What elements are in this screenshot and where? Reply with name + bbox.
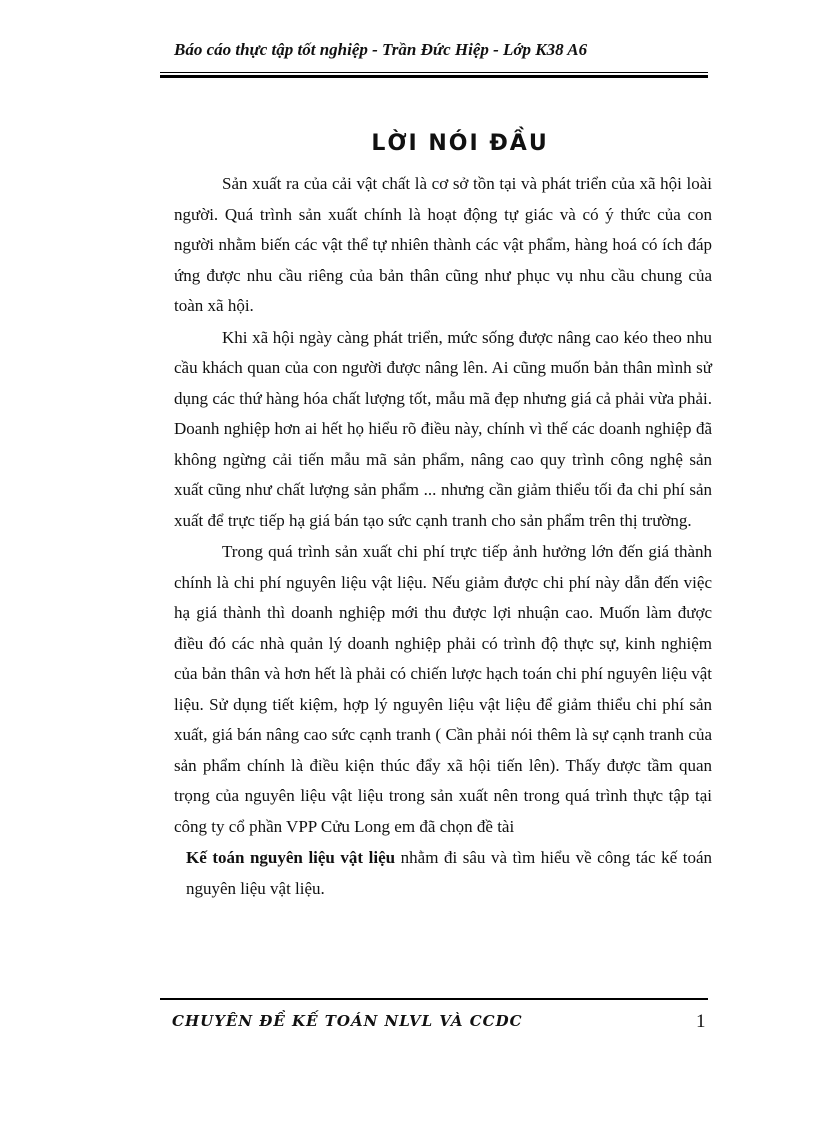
- paragraph-2: Khi xã hội ngày càng phát triển, mức sống được nâng cao kéo theo nhu cầu khách quan của con người được nâng lên. Ai cũng muốn bản thân mình sử dụng các thứ hàng hóa chất lượng tốt, mẫu mã đẹp nhưng giá cả phải vừa phải. Doanh nghiệp hơn ai hết họ hiểu rõ điều này, chính vì thế các doanh nghiệp đã không ngừng cải tiến mẫu mã sản phẩm, nâng cao quy trình công nghệ sản xuất cũng như chất lượng sản phẩm ... nhưng cần giảm thiểu tối đa chi phí sản xuất để trực tiếp hạ giá bán tạo sức cạnh tranh cho sản phẩm trên thị trường.: [174, 327, 712, 530]
- page-title: LỜI NÓI ĐẦU: [371, 131, 549, 156]
- paragraph-3: Trong quá trình sản xuất chi phí trực tiếp ảnh hưởng lớn đến giá thành chính là chi phí nguyên liệu vật liệu. Nếu giảm được chi phí này dẫn đến việc hạ giá thành thì doanh nghiệp mới thu được lợi nhuận cao. Muốn làm được điều đó các nhà quản lý doanh nghiệp phải có trình độ thực sự, kinh nghiệm của bản thân và hơn hết là phải có chiến lược hạch toán chi phí nguyên liệu vật liệu. Sử dụng tiết kiệm, hợp lý nguyên liệu vật liệu để giảm thiểu chi phí sản xuất, giá bán nâng cao sức cạnh tranh ( Cần phải nói thêm là sự cạnh tranh của sản phẩm chính là điều kiện thúc đẩy xã hội tiến lên). Thấy được tầm quan trọng của nguyên liệu vật liệu trong sản xuất nên trong quá trình thực tập tại công ty cổ phần VPP Cửu Long em đã chọn đề tài: [174, 542, 712, 836]
- footer-title: CHUYÊN ĐỀ KẾ TOÁN NLVL VÀ CCDC: [172, 1012, 523, 1030]
- paragraph-1: Sản xuất ra của cải vật chất là cơ sở tồn tại và phát triển của xã hội loài người. Quá trình sản xuất chính là hoạt động tự giác và có ý thức của con người nhằm biến các vật thể tự nhiên thành các vật phẩm, hàng hoá có ích đáp ứng được nhu cầu riêng của bản thân cũng như phục vụ nhu cầu chung của toàn xã hội.: [174, 174, 712, 315]
- running-header: Báo cáo thực tập tốt nghiệp - Trần Đức Hiệp - Lớp K38 A6: [174, 40, 588, 59]
- topic-rest: nhằm đi sâu và tìm hiểu về công tác kế toán nguyên liệu vật liệu.: [186, 848, 712, 898]
- topic-title: Kế toán nguyên liệu vật liệu: [186, 848, 396, 867]
- header-rule-thin: [160, 72, 708, 73]
- body-text: [174, 169, 712, 905]
- header-rule-thick: [160, 75, 708, 78]
- footer-rule: [160, 998, 708, 1000]
- topic-paragraph: [174, 843, 712, 904]
- page-number: 1: [696, 1011, 706, 1032]
